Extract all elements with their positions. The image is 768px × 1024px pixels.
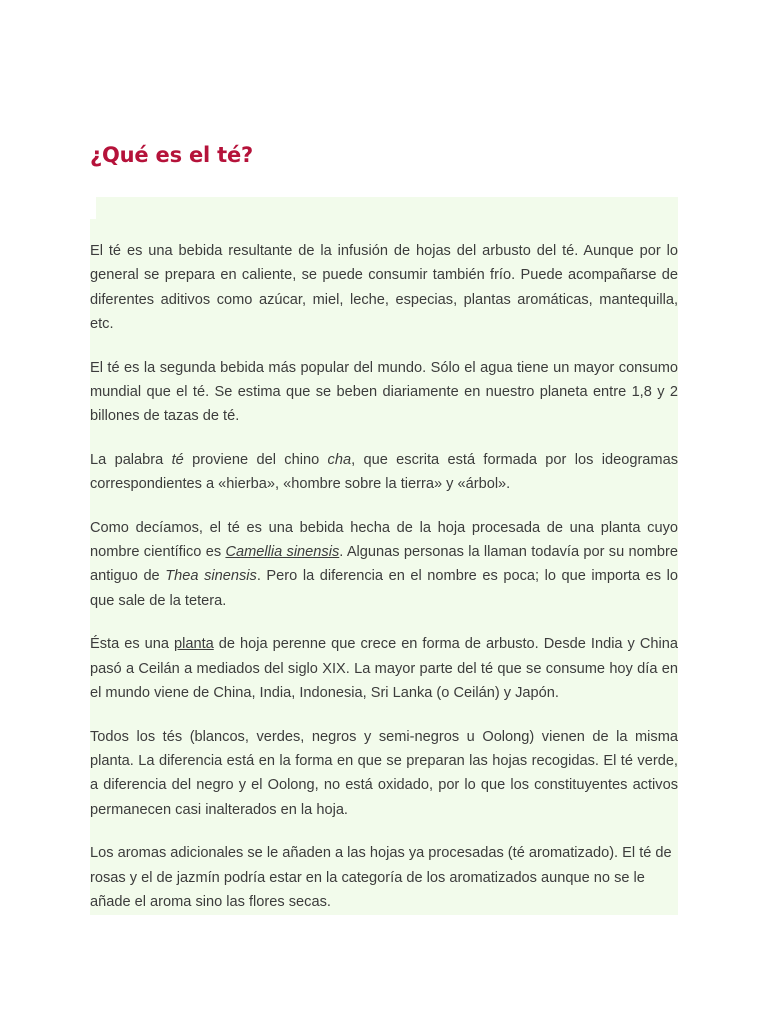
italic-thea-sinensis: Thea sinensis (165, 568, 257, 585)
article-body (90, 239, 678, 933)
paragraph-6: Todos los tés (blancos, verdes, negros y semi-negros u Oolong) vienen de la misma planta. La diferencia está en la forma en que se preparan las hojas recogidas. El té verde, a diferencia del negro y el Oolong, no está oxidado, por lo que los constituyentes activos permanecen casi inalterados en la hoja. (90, 728, 678, 818)
paragraph-5-text-a: Ésta es una (90, 636, 174, 653)
paragraph-4-text-c: . Algunas personas la llaman todavía por su nombre antiguo de (90, 544, 678, 585)
paragraph-7: Los aromas adicionales se le añaden a las hojas ya procesadas (té aromatizado). El té de rosas y el de jazmín podría estar en la categoría de los aromatizados aunque no se le añade el aroma sino las flores secas. (90, 845, 672, 910)
paragraph-3-text-c: proviene del chino (183, 451, 328, 468)
paragraph-2: El té es la segunda bebida más popular del mundo. Sólo el agua tiene un mayor consumo mundial que el té. Se estima que se beben diariamente en nuestro planeta entre 1,8 y 2 billones de tazas de té. (90, 359, 678, 425)
paragraph-3-text-a: La palabra (90, 451, 172, 468)
camellia-sinensis-link[interactable]: Camellia sinensis (225, 544, 340, 561)
page-title: ¿Qué es el té? (90, 143, 254, 167)
paragraph-4 (90, 516, 678, 614)
italic-word-te: té (171, 451, 184, 468)
paragraph-1: El té es una bebida resultante de la infusión de hojas del arbusto del té. Aunque por lo general se prepara en caliente, se puede consumir también frío. Puede acompañarse de diferentes aditivos como azúcar, miel, leche, especias, plantas aromáticas, mantequilla, etc. (90, 243, 678, 333)
paragraph-5-text-c: de hoja perenne que crece en forma de arbusto. Desde India y China pasó a Ceilán a mediados del siglo XIX. La mayor parte del té que se consume hoy día en el mundo viene de China, India, Indonesia, Sri Lanka (o Ceilán) y Japón. (90, 636, 678, 702)
italic-word-cha: cha (327, 451, 352, 468)
paragraph-5 (90, 632, 678, 705)
paragraph-4-text-e: . Pero la diferencia en el nombre es poca; lo que importa es lo que sale de la tetera. (90, 568, 678, 609)
paragraph-4-text-a: Como decíamos, el té es una bebida hecha de la hoja procesada de una planta cuyo nombre científico es (90, 519, 678, 561)
paragraph-3-text-e: , que escrita está formada por los ideogramas correspondientes a «hierba», «hombre sobre la tierra» y «árbol». (90, 451, 678, 493)
paragraph-3 (90, 448, 678, 497)
planta-link[interactable]: planta (173, 636, 214, 653)
